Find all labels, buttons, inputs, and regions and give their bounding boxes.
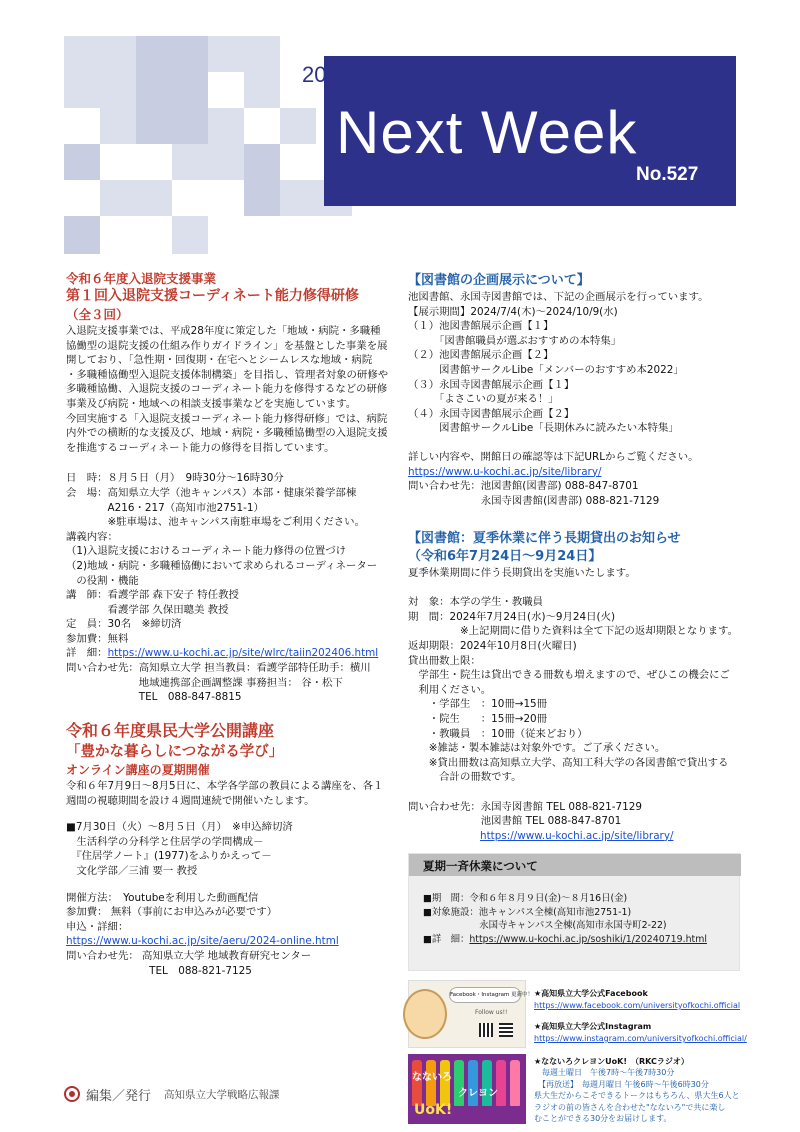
qr-code-icon — [479, 1023, 493, 1037]
date-range: 2024/8/3～2024/8/11 — [302, 62, 506, 87]
detail-line: 看護学部 久保田聰美 教授 — [66, 603, 229, 616]
left-section-lecture — [66, 720, 396, 978]
spacer — [534, 1012, 747, 1021]
facebook-link[interactable]: https://www.facebook.com/universityofkochi.official — [534, 1001, 741, 1010]
holiday-detail-link[interactable]: https://www.u-kochi.ac.jp/soshiki/1/20240719.html — [469, 933, 707, 945]
holiday-box — [408, 853, 740, 971]
left-section-training — [66, 270, 396, 705]
library-link-2[interactable]: https://www.u-kochi.ac.jp/site/library/ — [480, 829, 674, 842]
body-line: 返却期限：2024年10月8日(火曜日) — [408, 639, 577, 652]
radio-illustration — [408, 1054, 526, 1124]
method-line: 開催方法： Youtubeを利用した動画配信 — [66, 891, 259, 904]
lecture-line: 文化学部／三浦 要一 教授 — [66, 864, 198, 877]
section-subtitle: オンライン講座の夏期開催 — [66, 763, 210, 777]
sns-illustration — [408, 980, 534, 1048]
body-line: 期 間：2024年7月24日(水)～9月24日(火) — [408, 610, 616, 623]
crayon-icon — [468, 1060, 478, 1106]
body-line: 【展示期間】2024/7/4(木)～2024/10/9(水) — [408, 305, 618, 318]
section-title: 第１回入退院支援コーディネート能力修得研修 — [66, 288, 359, 304]
detail-line: （1)入退院支援におけるコーディネート能力修得の位置づけ — [66, 545, 346, 558]
body-line: を推進するコーディネート能力の修得を目指しています。 — [66, 441, 335, 454]
detail-line: 講義内容： — [66, 530, 118, 543]
detail-line: （2)地域・病院・多職種協働において求められるコーディネーター — [66, 559, 378, 572]
facebook-title: ★高知県立大学公式Facebook — [534, 989, 648, 998]
section-subtitle: 「豊かな暮らしにつながる学び」 — [66, 744, 284, 760]
body-line: 学部生・院生は貸出できる冊数も増えますので、ぜひこの機会にご — [408, 669, 730, 682]
holiday-label: ■詳 細： — [423, 933, 470, 945]
radio-schedule: 毎週土曜日 午後7時～午後7時30分 — [534, 1068, 675, 1078]
training-detail-link[interactable]: https://www.u-kochi.ac.jp/site/wlrc/taiin202406.html — [107, 647, 379, 660]
body-line: 開しており、「急性期・回復期・在宅へとシームレスな地域・病院 — [66, 354, 373, 367]
contact-line: 問い合わせ先：池図書館(図書部) 088-847-8701 — [408, 480, 639, 493]
contact-line: TEL 088-821-7125 — [66, 964, 252, 977]
lecture-line: ■7月30日（火）～8月５日（月） ※申込締切済 — [66, 821, 293, 834]
detail-line: 定 員：30名 ※締切済 — [66, 618, 182, 631]
crayon-icon — [482, 1060, 492, 1106]
crayon-icon — [454, 1060, 464, 1106]
detail-line: ※駐車場は、池キャンパス南駐車場をご利用ください。 — [66, 516, 365, 529]
body-line: 入退院支援事業では、平成28年度に策定した「地域・病院・多職種 — [66, 325, 381, 337]
detail-line: 日 時：８月５日（月） 9時30分～16時30分 — [66, 472, 284, 485]
holiday-line: ■対象施設：池キャンパス全棟(高知市池2751-1) — [423, 906, 632, 918]
holiday-title: 夏期一斉休業について — [423, 859, 538, 873]
body-line: ※貸出冊数は高知県立大学、高知工科大学の各図書館で貸出する — [408, 756, 729, 769]
page-title: Next Week — [336, 99, 638, 166]
contact-line: 問い合わせ先：高知県立大学 担当教員：看護学部特任助手：横川 — [66, 662, 371, 675]
detail-line: 参加費：無料 — [66, 632, 129, 645]
body-line: （４）永国寺図書館展示企画【２】 — [408, 407, 575, 420]
section-title: 【図書館：夏季休業に伴う長期貸出のお知らせ — [408, 531, 681, 546]
body-line: 今回実施する「入退院支援コーディネート能力修得研修」では、病院 — [66, 412, 388, 425]
holiday-line: ■期 間：令和６年８月９日(金)～８月16日(金) — [423, 893, 628, 904]
lecture-line: 生活科学の分科学と住居学の学問構成－ — [66, 835, 264, 848]
body-line: 貸出冊数上限： — [408, 654, 481, 667]
note-line: 詳しい内容や、開館日の確認等は下記URLからご覧ください。 — [408, 450, 699, 463]
contact-line: 池図書館 TEL 088-847-8701 — [408, 815, 622, 828]
section-heading: 令和６年度入退院支援事業 — [66, 271, 217, 286]
body-line: 対 象：本学の学生・教職員 — [408, 596, 544, 609]
body-line: 合計の冊数です。 — [408, 771, 522, 784]
qr-code-icon — [499, 1023, 513, 1037]
contact-line: 地域連携部企画調整課 事務担当： 谷・松下 — [66, 676, 343, 689]
mascot-icon — [403, 989, 447, 1039]
body-line: （３）永国寺図書館展示企画【１】 — [408, 378, 575, 391]
body-line: ・院生 ：15冊→20冊 — [408, 712, 548, 725]
library-link[interactable]: https://www.u-kochi.ac.jp/site/library/ — [408, 465, 602, 478]
body-line: 図書館サークルLibe「長期休みに読みたい本特集」 — [408, 422, 679, 435]
body-line: 池図書館、永国寺図書館では、下記の企画展示を行っています。 — [408, 291, 709, 303]
body-line: ・教職員 ：10冊（従来どおり） — [408, 727, 588, 740]
sns-caption: Facebook・Instagram 更新中！ — [449, 987, 521, 1003]
body-line: 多職種協働、入退院支援のコーディネート能力を修得するなどの研修 — [66, 383, 388, 396]
contact-line: 問い合わせ先：永国寺図書館 TEL 088-821-7129 — [408, 800, 642, 813]
crayon-icon — [496, 1060, 506, 1106]
body-line: 協働型の退院支援の仕組み作りガイドライン」を基盤とした事業を展 — [66, 339, 388, 352]
detail-line: A216・217（高知市池2751-1） — [66, 501, 264, 514]
body-line: （２）池図書館展示企画【２】 — [408, 349, 554, 362]
body-line: 内外での横断的な支援及び、地域・病院・多職種協働型の入退院支援 — [66, 427, 388, 440]
sns-follow-text: Follow us!! — [475, 1009, 508, 1016]
body-line: ・学部生 ：10冊→15冊 — [408, 698, 548, 711]
crayon-icon — [440, 1060, 450, 1106]
instagram-title: ★高知県立大学公式Instagram — [534, 1022, 652, 1031]
body-line: 夏季休業期間に伴う長期貸出を実施いたします。 — [408, 567, 636, 579]
radio-logo-text: なないろ — [412, 1072, 452, 1083]
body-line: 事業及び病院・地域への相談支援事業などを実施しています。 — [66, 397, 357, 410]
contact-line: 永国寺図書館(図書部) 088-821-7129 — [408, 494, 660, 507]
contact-line: TEL 088-847-8815 — [66, 691, 242, 704]
radio-title: ★なないろクレヨンUoK! （RKCラジオ） — [534, 1057, 689, 1066]
section-subtitle: （令和6年7月24日～9月24日】 — [408, 549, 602, 564]
radio-desc: 県大生だからこそできるトークはもちろん、県大生6人と — [534, 1091, 740, 1101]
footer-label: 編集／発行 — [86, 1089, 152, 1104]
detail-line: の役割・機能 — [66, 574, 139, 587]
spacer — [408, 785, 744, 800]
org-logo-icon — [64, 1086, 80, 1102]
body-line: ※雑誌・製本雑誌は対象外です。ご了承ください。 — [408, 742, 666, 755]
radio-desc: むことができる30分をお届けします。 — [534, 1114, 672, 1124]
radio-rebroadcast: 【再放送】 毎週月曜日 午後6時～午後6時30分 — [534, 1079, 709, 1089]
section-subtitle: （全３回） — [66, 307, 129, 322]
body-line: 図書館サークルLibe「メンバーのおすすめ本2022」 — [408, 363, 684, 376]
radio-logo-text: UoK! — [414, 1102, 453, 1118]
right-section-exhibition — [408, 272, 744, 508]
detail-label: 詳 細： — [66, 647, 108, 660]
issue-number: No.527 — [636, 164, 699, 185]
contact-line: 問い合わせ先： 高知県立大学 地域教育研究センター — [66, 949, 312, 962]
crayon-icon — [510, 1060, 520, 1106]
lecture-line: 『住居学ノート』(1977)をふりかえって－ — [66, 850, 272, 863]
body-line: 「よさこいの夏が来る！」 — [408, 393, 559, 406]
radio-logo-text: クレヨン — [458, 1088, 498, 1099]
section-title: 【図書館の企画展示について】 — [408, 273, 590, 288]
holiday-line: 永国寺キャンパス全棟(高知市永国寺町2-22) — [423, 920, 667, 931]
lecture-detail-link[interactable]: https://www.u-kochi.ac.jp/site/aeru/2024-online.html — [66, 935, 339, 948]
crayon-icon — [426, 1060, 436, 1106]
method-line: 参加費： 無料（事前にお申込みが必要です） — [66, 906, 278, 919]
footer-org: 高知県立大学戦略広報課 — [164, 1089, 280, 1101]
body-line: 令和６年7月9日～8月5日に、本学各学部の教員による講座を、各１ — [66, 780, 384, 792]
right-section-lending — [408, 530, 744, 843]
body-line: ※上記期間に借りた資料は全て下記の返却期限となります。 — [408, 625, 738, 638]
method-line: 申込・詳細： — [66, 920, 129, 933]
spacer — [408, 581, 744, 596]
body-line: ・多職種協働型入退院支援体制構築」を目指し、管理者対象の研修や — [66, 368, 389, 381]
body-line: （１）池図書館展示企画【１】 — [408, 320, 554, 333]
body-line: 週間の視聴期間を設け４週間連続で開催いたします。 — [66, 794, 315, 807]
detail-line: 会 場：高知県立大学（池キャンパス）本部・健康栄養学部棟 — [66, 486, 357, 499]
detail-line: 講 師：看護学部 森下安子 特任教授 — [66, 589, 239, 602]
body-line: 「図書館職員が選ぶおすすめの本特集」 — [408, 334, 622, 347]
instagram-link[interactable]: https://www.instagram.com/universityofkochi.official/ — [534, 1034, 747, 1043]
crayon-icon — [412, 1060, 422, 1106]
section-title: 令和６年度県民大学公開講座 — [66, 721, 275, 740]
radio-desc: ラジオの前の皆さんを合わせた"なないろ"で共に楽し — [534, 1102, 726, 1112]
body-line: 利用ください。 — [408, 683, 492, 696]
